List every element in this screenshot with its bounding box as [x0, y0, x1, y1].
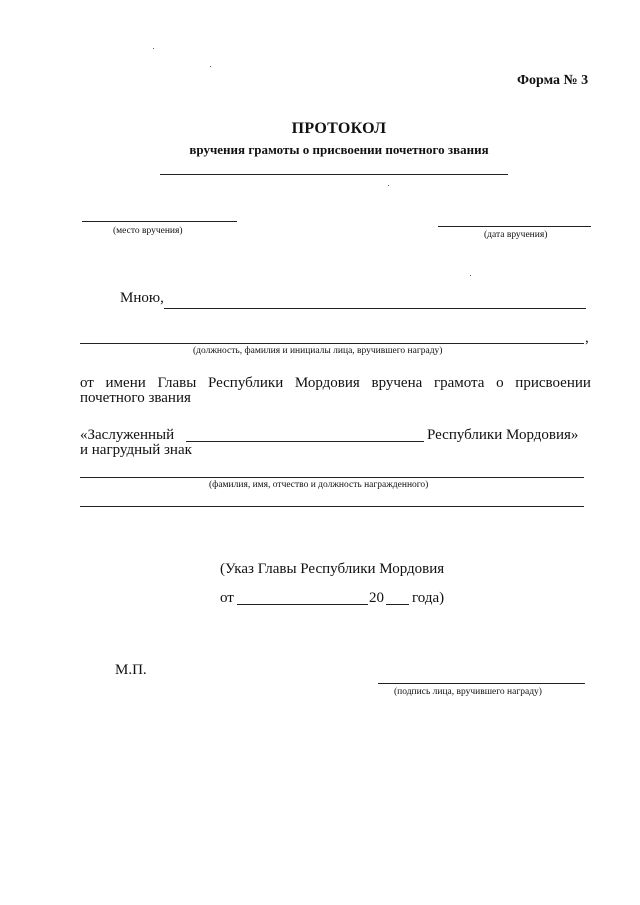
decree-date-field-line[interactable] — [237, 604, 368, 605]
awardee-field-line-1[interactable] — [80, 477, 584, 478]
scan-speck — [470, 275, 471, 276]
date-field-line[interactable] — [438, 226, 591, 227]
decree-year-prefix: 20 — [369, 590, 384, 606]
presented-word: вручена — [371, 375, 423, 391]
presented-word: Республики — [207, 375, 284, 391]
presented-word: о — [496, 375, 504, 391]
signature-caption: (подпись лица, вручившего награду) — [394, 687, 542, 697]
document-title: ПРОТОКОЛ — [291, 120, 387, 137]
presented-word: Главы — [157, 375, 197, 391]
scan-speck — [388, 185, 389, 186]
presented-word: присвоении — [515, 375, 591, 391]
honorary-title-close: Республики Мордовия» — [427, 427, 579, 443]
presented-word: Мордовия — [294, 375, 360, 391]
form-number: Форма № 3 — [517, 73, 589, 88]
scan-speck — [153, 48, 154, 49]
date-caption: (дата вручения) — [484, 230, 548, 240]
scan-speck — [210, 66, 211, 67]
awardee-caption: (фамилия, имя, отчество и должность награжденного) — [209, 480, 429, 490]
decree-suffix: года) — [412, 590, 445, 606]
place-caption: (место вручения) — [113, 226, 183, 236]
presented-word: имени — [105, 375, 146, 391]
decree-line-1: (Указ Главы Республики Мордовия — [220, 561, 445, 577]
seal-label: М.П. — [115, 662, 147, 678]
signature-field-line[interactable] — [378, 683, 585, 684]
awardee-field-line-2[interactable] — [80, 506, 584, 507]
decree-year-field-line[interactable] — [386, 604, 409, 605]
presented-word: от — [80, 375, 94, 391]
badge-text: и нагрудный знак — [80, 442, 192, 458]
honorary-title-open: «Заслуженный — [80, 427, 175, 443]
decree-prefix: от — [220, 590, 234, 606]
subtitle-underline — [160, 174, 508, 175]
presented-text-line-2: почетного звания — [80, 390, 191, 406]
presenter-field-line-2[interactable] — [80, 343, 584, 344]
presenter-caption: (должность, фамилия и инициалы лица, вручившего награду) — [193, 346, 443, 356]
place-field-line[interactable] — [82, 221, 237, 222]
presented-word: грамота — [433, 375, 485, 391]
by-me-label: Мною, — [120, 290, 164, 306]
document-subtitle: вручения грамоты о присвоении почетного звания — [189, 142, 489, 157]
honorary-title-field-line[interactable] — [186, 441, 424, 442]
comma-mark: , — [585, 330, 589, 346]
presenter-field-line-1[interactable] — [164, 308, 586, 309]
